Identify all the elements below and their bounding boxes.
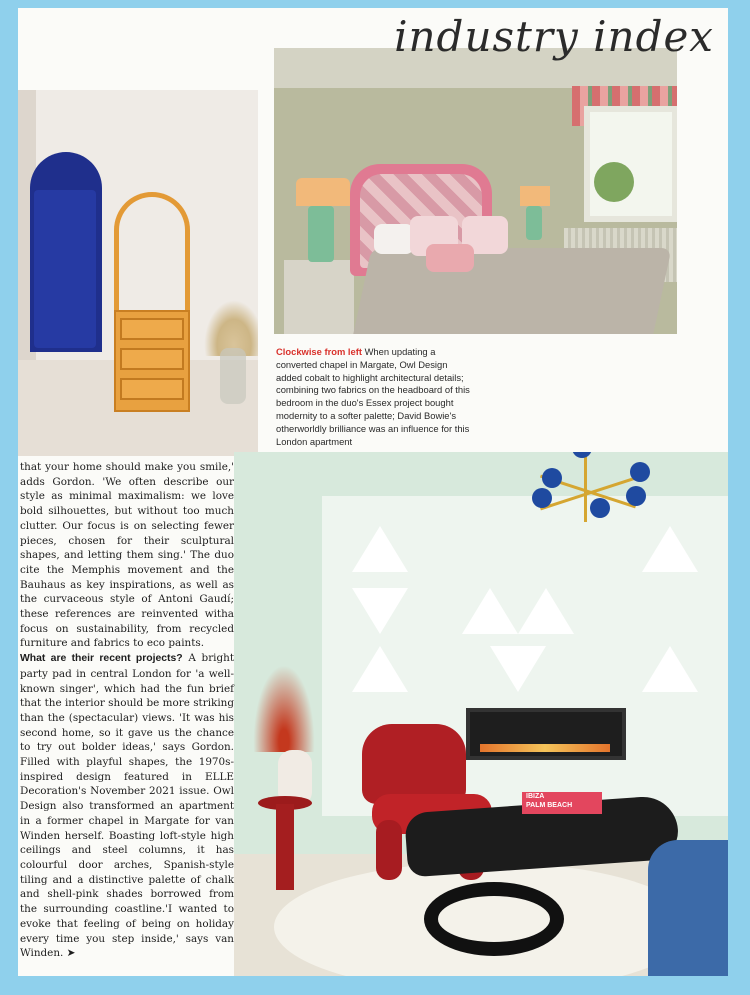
caption-lead: Clockwise from left [276, 346, 362, 357]
pillow [426, 244, 474, 272]
flames [480, 744, 610, 752]
window [584, 106, 677, 222]
tree [594, 162, 634, 202]
shelf-triangle [642, 526, 698, 572]
living-room-photo [234, 452, 728, 976]
article-body [18, 460, 234, 961]
red-coral-stems [248, 652, 320, 752]
shelf-triangle [490, 646, 546, 692]
drawer [120, 318, 184, 340]
chapel-photo [18, 90, 258, 456]
lampshade [296, 178, 350, 206]
drawer [120, 378, 184, 400]
lamp-base [308, 206, 334, 262]
magazine-page [18, 8, 728, 976]
red-side-table [258, 796, 312, 896]
article-paragraph: that your home should make you smile,' adds Gordon. 'We often describe our style as minimal maximalism: we love bold silhouettes, but without too much clutter. Our focus is on selecting fewer pieces, chosen for their sculptural shapes, and letting them sing.' The duo cite the Memphis movement and the Bauhaus as key inspirations, as well as the curvaceous style of Antoni Gaudí; these references are reinvented witha focus on sustainability, from recycled furniture and fabrics to eco paints. [20, 461, 234, 650]
shelf-triangle [352, 646, 408, 692]
side-table-stem [276, 804, 294, 890]
photo-caption [276, 346, 472, 448]
blue-sofa [648, 840, 728, 976]
shelf-triangle [352, 588, 408, 634]
cobalt-door [34, 190, 96, 348]
shelf-triangle [518, 588, 574, 634]
pendant-globe [532, 488, 552, 508]
caption-text: When updating a converted chapel in Margate, Owl Design added cobalt to highlight architectural details; combining two fabrics on the headboard of this bedroom in the duo's Essex project bought modernity to a softer palette; David Bowie's otherworldly brilliance was an influence for this London apartment [276, 346, 470, 447]
pendant-globe [590, 498, 610, 518]
pendant-globe [542, 468, 562, 488]
chair-leg [376, 820, 402, 880]
pillow [374, 224, 414, 254]
drawer [120, 348, 184, 370]
bedroom-photo [274, 48, 677, 334]
shelf-triangle [642, 646, 698, 692]
pendant-rod [584, 452, 587, 522]
shelf-cabinet [114, 310, 190, 412]
section-title: industry index [394, 12, 714, 61]
article-subhead: What are their recent projects? [20, 653, 183, 665]
rattan-shelf [114, 192, 190, 412]
bed [352, 248, 671, 334]
rug-ring [424, 882, 564, 956]
nightstand [284, 260, 354, 334]
chair-back [362, 724, 466, 804]
pendant-globe [626, 486, 646, 506]
lamp-base [526, 206, 542, 240]
lampshade [520, 186, 550, 206]
shelf-triangle [352, 526, 408, 572]
book-title-1: IBIZA [526, 793, 545, 800]
book-title-2: PALM BEACH [526, 802, 573, 809]
shelf-triangle [462, 588, 518, 634]
article-paragraph-text: A bright party pad in central London for 'a well-known singer', which had the fun brief that the interior should be more striking than the (spectacular) views. 'It was his second home, so it gave us the chance to try out bolder ideas,' says Gordon. Filled with playful shapes, the 1970s-inspired design featured in ELLE Decoration's November 2021 issue. Owl Design also transformed an apartment in a former chapel in Margate for van Winden herself. Boasting loft-style high ceilings and steel columns, it has colourful door arches, Spanish-style tiling and a distinctive palette of chalk and shell-pink shades borrowed from the surrounding coastline.'I wanted to evoke that feeling of being on holiday every time you step inside,' says van Winden. ➤ [20, 652, 234, 960]
article-paragraph [20, 651, 234, 961]
book-stack [522, 792, 602, 814]
shelf-arch [114, 192, 190, 312]
pendant-globe [630, 462, 650, 482]
glass-vase [220, 348, 246, 404]
